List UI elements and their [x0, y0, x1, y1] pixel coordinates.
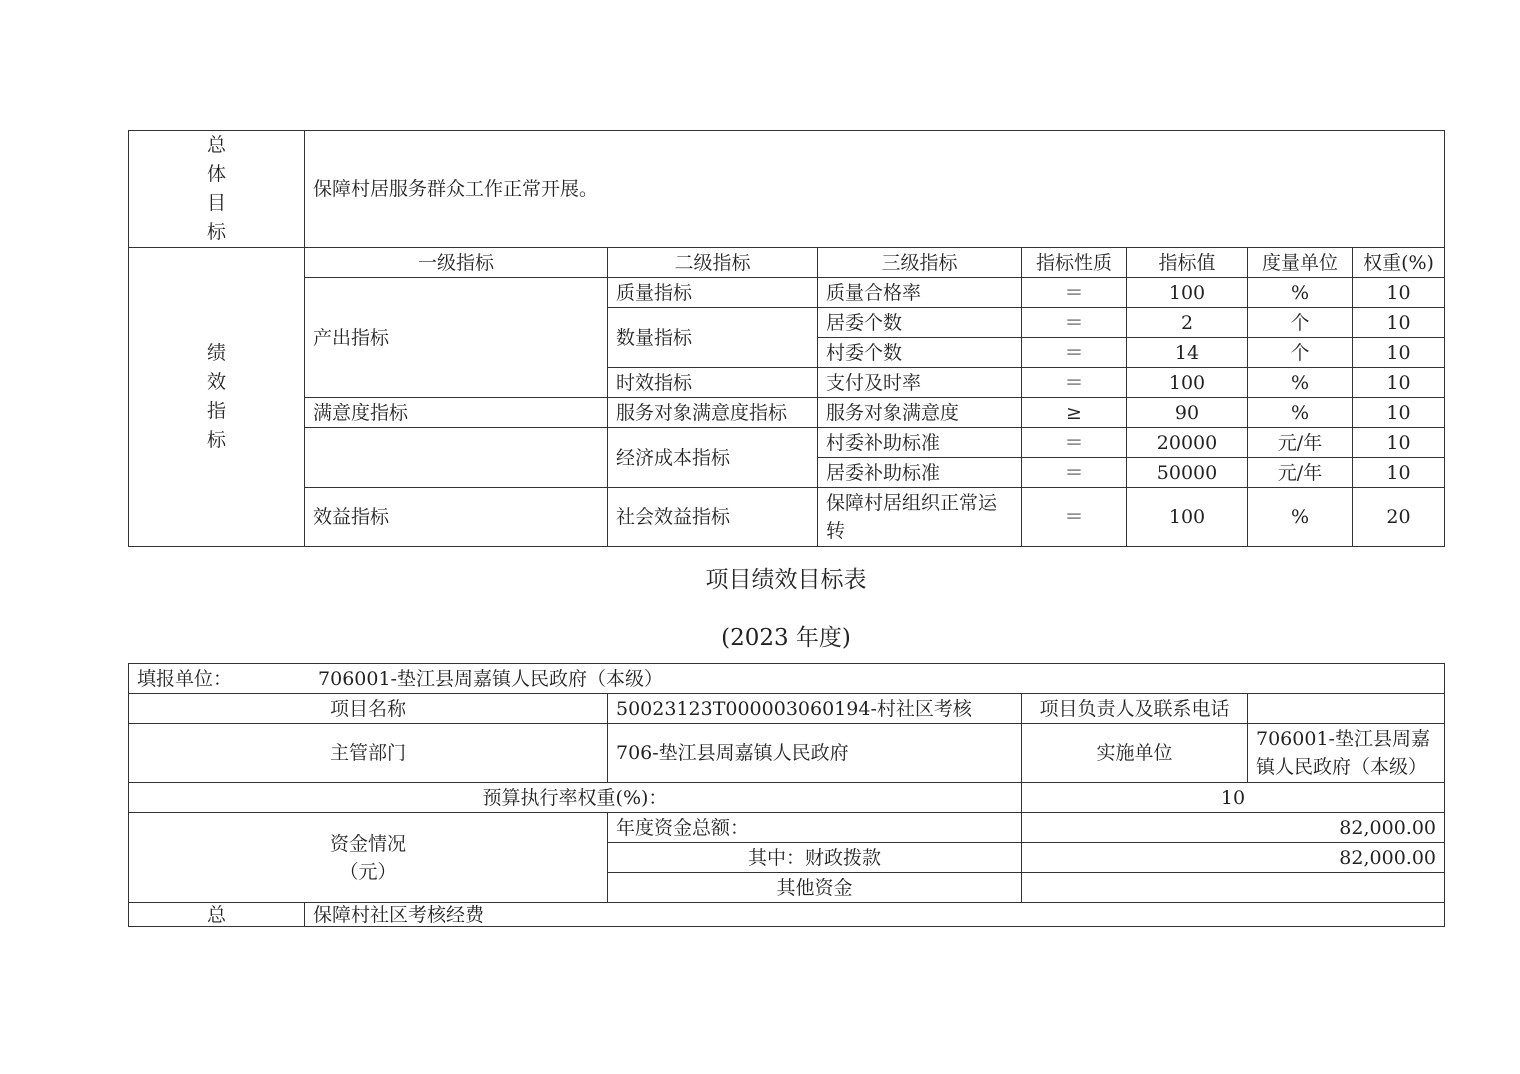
- nature-cell: ＝: [1022, 278, 1127, 308]
- nature-cell: ＝: [1022, 368, 1127, 398]
- table-row: [129, 278, 1445, 308]
- weight-cell: 10: [1353, 428, 1445, 458]
- budget-rate-label: 预算执行率权重(%)：: [129, 783, 1022, 813]
- project-name-label: 项目名称: [129, 694, 608, 724]
- level2-cell: 时效指标: [608, 368, 818, 398]
- contact-label: 项目负责人及联系电话: [1022, 694, 1248, 724]
- value-cell: 2: [1127, 308, 1248, 338]
- performance-indicator-label: 绩 效 指 标: [129, 248, 305, 547]
- nature-cell: ＝: [1022, 458, 1127, 488]
- weight-cell: 10: [1353, 458, 1445, 488]
- unit-cell: 个: [1248, 338, 1353, 368]
- value-cell: 100: [1127, 488, 1248, 547]
- fiscal-label: 其中：财政拨款: [608, 843, 1022, 873]
- project-name-value: 50023123T000003060194-村社区考核: [608, 694, 1022, 724]
- level3-cell: 居委个数: [818, 308, 1022, 338]
- impl-label: 实施单位: [1022, 724, 1248, 783]
- unit-cell: 个: [1248, 308, 1353, 338]
- level2-cell: 质量指标: [608, 278, 818, 308]
- page-subtitle-year: (2023 年度): [721, 625, 851, 651]
- nature-cell: ＝: [1022, 428, 1127, 458]
- overall-goal-row: [129, 131, 1445, 248]
- performance-indicator-table: [128, 130, 1445, 547]
- contact-value: [1248, 694, 1445, 724]
- table-row: [129, 398, 1445, 428]
- indicator-header-row: [129, 248, 1445, 278]
- reporting-unit-label: 填报单位：: [137, 667, 233, 690]
- level1-benefit: 效益指标: [305, 488, 608, 547]
- annual-total-value: 82,000.00: [1022, 813, 1445, 843]
- project-info-table: [128, 663, 1445, 927]
- budget-rate-value: 10: [1022, 783, 1445, 813]
- unit-cell: %: [1248, 488, 1353, 547]
- weight-cell: 20: [1353, 488, 1445, 547]
- unit-cell: 元/年: [1248, 428, 1353, 458]
- dept-value: 706-垫江县周嘉镇人民政府: [608, 724, 1022, 783]
- level1-cost: [305, 428, 608, 488]
- department-row: [129, 724, 1445, 783]
- header-level1: 一级指标: [305, 248, 608, 278]
- nature-cell: ＝: [1022, 488, 1127, 547]
- weight-cell: 10: [1353, 338, 1445, 368]
- value-cell: 90: [1127, 398, 1248, 428]
- goal-label: 总: [129, 903, 305, 927]
- weight-cell: 10: [1353, 368, 1445, 398]
- value-cell: 20000: [1127, 428, 1248, 458]
- level3-cell: 村委个数: [818, 338, 1022, 368]
- level1-output: 产出指标: [305, 278, 608, 398]
- level3-cell: 村委补助标准: [818, 428, 1022, 458]
- budget-rate-row: [129, 783, 1445, 813]
- fiscal-value: 82,000.00: [1022, 843, 1445, 873]
- header-level3: 三级指标: [818, 248, 1022, 278]
- weight-cell: 10: [1353, 398, 1445, 428]
- goal-row: [129, 903, 1445, 927]
- overall-goal-text: 保障村居服务群众工作正常开展。: [305, 131, 1445, 248]
- header-level2: 二级指标: [608, 248, 818, 278]
- dept-label: 主管部门: [129, 724, 608, 783]
- reporting-unit-value: 706001-垫江县周嘉镇人民政府（本级）: [318, 667, 663, 690]
- impl-value: 706001-垫江县周嘉镇人民政府（本级）: [1248, 724, 1445, 783]
- unit-cell: %: [1248, 278, 1353, 308]
- value-cell: 100: [1127, 278, 1248, 308]
- value-cell: 14: [1127, 338, 1248, 368]
- level3-cell: 保障村居组织正常运转: [818, 488, 1022, 547]
- header-unit: 度量单位: [1248, 248, 1353, 278]
- funds-label: 资金情况 （元）: [129, 813, 608, 903]
- level3-cell: 支付及时率: [818, 368, 1022, 398]
- level1-satisfaction: 满意度指标: [305, 398, 608, 428]
- level3-cell: 质量合格率: [818, 278, 1022, 308]
- reporting-unit-row: [129, 664, 1445, 694]
- level3-cell: 服务对象满意度: [818, 398, 1022, 428]
- nature-cell: ＝: [1022, 308, 1127, 338]
- value-cell: 100: [1127, 368, 1248, 398]
- reporting-unit: [129, 664, 1445, 694]
- unit-cell: %: [1248, 398, 1353, 428]
- goal-text: 保障村社区考核经费: [305, 903, 1445, 927]
- nature-cell: ≥: [1022, 398, 1127, 428]
- overall-goal-label: 总 体 目 标: [129, 131, 305, 248]
- header-weight: 权重(%): [1353, 248, 1445, 278]
- header-nature: 指标性质: [1022, 248, 1127, 278]
- weight-cell: 10: [1353, 308, 1445, 338]
- unit-cell: 元/年: [1248, 458, 1353, 488]
- level2-cell: 社会效益指标: [608, 488, 818, 547]
- value-cell: 50000: [1127, 458, 1248, 488]
- level2-cell: 服务对象满意度指标: [608, 398, 818, 428]
- level2-cell: 经济成本指标: [608, 428, 818, 488]
- other-funds-value: [1022, 873, 1445, 903]
- project-name-row: [129, 694, 1445, 724]
- unit-cell: %: [1248, 368, 1353, 398]
- header-value: 指标值: [1127, 248, 1248, 278]
- annual-total-label: 年度资金总额：: [608, 813, 1022, 843]
- level2-cell: 数量指标: [608, 308, 818, 368]
- nature-cell: ＝: [1022, 338, 1127, 368]
- other-funds-label: 其他资金: [608, 873, 1022, 903]
- level3-cell: 居委补助标准: [818, 458, 1022, 488]
- table-row: [129, 428, 1445, 458]
- page-title: 项目绩效目标表: [705, 567, 867, 593]
- table-row: [129, 488, 1445, 547]
- funds-row: [129, 813, 1445, 843]
- weight-cell: 10: [1353, 278, 1445, 308]
